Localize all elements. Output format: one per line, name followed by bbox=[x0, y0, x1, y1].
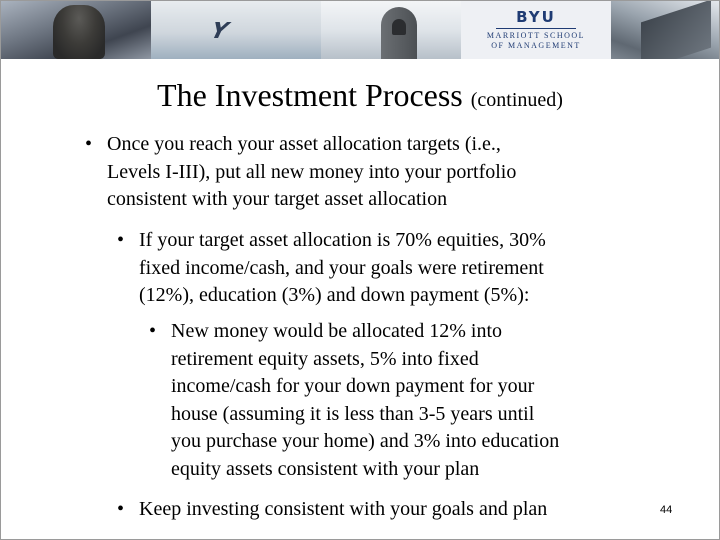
bullet-line: If your target asset allocation is 70% equities, 30% bbox=[139, 229, 546, 251]
bullet-item-level2 bbox=[117, 227, 546, 310]
bullet-line: income/cash for your down payment for your bbox=[171, 375, 535, 397]
bullet-marker: • bbox=[149, 320, 157, 342]
bullet-marker: • bbox=[117, 229, 125, 251]
y-mountain-photo: Y bbox=[151, 1, 321, 59]
bell-tower-photo bbox=[321, 1, 461, 59]
bullet-line: (12%), education (3%) and down payment (5%): bbox=[139, 284, 530, 306]
bullet-line: equity assets consistent with your plan bbox=[171, 457, 480, 480]
bullet-line: retirement equity assets, 5% into fixed bbox=[171, 347, 479, 370]
page-number: 44 bbox=[660, 504, 673, 516]
logo-subtitle-line1: MARRIOTT SCHOOL bbox=[486, 31, 586, 40]
bullet-line: consistent with your target asset allocation bbox=[107, 188, 448, 210]
bullet-line: Keep investing consistent with your goals and plan bbox=[139, 498, 548, 520]
bullet-item-level2 bbox=[117, 496, 548, 524]
logo-divider bbox=[496, 28, 576, 29]
bullet-item-level1 bbox=[85, 131, 517, 214]
byu-logo-text: BYU bbox=[516, 8, 556, 26]
header-banner bbox=[1, 1, 719, 59]
title-main: The Investment Process bbox=[157, 77, 463, 113]
statue-photo bbox=[1, 1, 151, 59]
bullet-line: house (assuming it is less than 3-5 years until bbox=[171, 402, 535, 425]
bullet-line: New money would be allocated 12% into bbox=[171, 320, 503, 342]
bullet-line: fixed income/cash, and your goals were retirement bbox=[139, 256, 544, 279]
page-title bbox=[1, 75, 719, 120]
bullet-line: you purchase your home) and 3% into education bbox=[171, 430, 560, 452]
building-photo bbox=[611, 1, 719, 59]
bullet-line: Levels I-III), put all new money into your portfolio bbox=[107, 160, 517, 183]
bullet-item-level3 bbox=[149, 318, 560, 483]
logo-subtitle-line2: OF MANAGEMENT bbox=[491, 41, 581, 50]
title-subtitle: (continued) bbox=[470, 89, 563, 111]
bullet-marker: • bbox=[85, 133, 93, 155]
bullet-marker: • bbox=[117, 498, 125, 520]
bullet-line: Once you reach your asset allocation targets (i.e., bbox=[107, 133, 501, 155]
byu-logo bbox=[461, 1, 611, 59]
